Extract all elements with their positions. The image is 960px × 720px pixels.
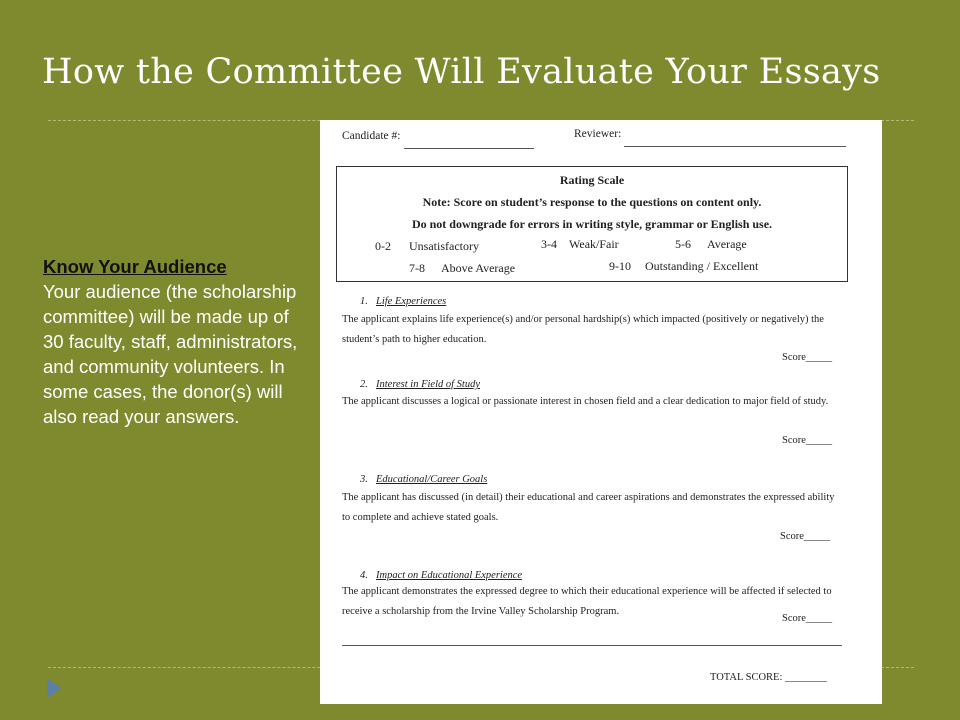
audience-heading: Know Your Audience bbox=[43, 256, 227, 277]
question-text: The applicant demonstrates the expressed degree to which their educational experience will be affected if selected to receive a scholarship from the Irvine Valley Scholarship Program. bbox=[342, 586, 832, 617]
rating-level-range: 7-8 bbox=[409, 261, 425, 275]
rating-level-label: Outstanding / Excellent bbox=[645, 259, 759, 273]
question-title: Life Experiences bbox=[376, 296, 447, 307]
score-blank: Score_____ bbox=[782, 613, 833, 624]
form-separator-line bbox=[342, 645, 842, 646]
audience-body: Your audience (the scholarship committee) will be made up of 30 faculty, staff, administrators, and community volunteers. In some cases, the donor(s) will also read your answers. bbox=[43, 281, 298, 427]
rating-level-range: 9-10 bbox=[609, 259, 631, 273]
question-title: Impact on Educational Experience bbox=[376, 570, 523, 581]
rating-level-range: 0-2 bbox=[375, 239, 391, 253]
score-blank: Score_____ bbox=[782, 352, 833, 363]
reviewer-line bbox=[624, 146, 846, 147]
rating-level-label: Weak/Fair bbox=[569, 237, 619, 251]
question-text: The applicant explains life experience(s) and/or personal hardship(s) which impacted (positively or negatively) the student’s path to higher education. bbox=[342, 314, 824, 345]
candidate-label: Candidate #: bbox=[342, 130, 401, 142]
question-title: Interest in Field of Study bbox=[376, 379, 481, 390]
rating-level-range: 3-4 bbox=[541, 237, 557, 251]
rating-scale-note-1: Note: Score on student’s response to the questions on content only. bbox=[422, 195, 762, 209]
bullet-arrow-icon bbox=[47, 678, 61, 698]
rating-level-range: 5-6 bbox=[675, 237, 691, 251]
rating-scale-box bbox=[336, 166, 848, 282]
question-number: 4. bbox=[360, 570, 368, 581]
score-blank: Score_____ bbox=[782, 435, 833, 446]
question-number: 3. bbox=[360, 474, 368, 485]
rating-form-scan bbox=[320, 120, 882, 704]
rating-scale-note-2: Do not downgrade for errors in writing style, grammar or English use. bbox=[411, 217, 773, 231]
slide-title: How the Committee Will Evaluate Your Essays bbox=[42, 52, 881, 92]
audience-text-block bbox=[43, 254, 303, 429]
candidate-line bbox=[404, 148, 534, 149]
question-text: The applicant has discussed (in detail) their educational and career aspirations and demonstrates the expressed ability to complete and achieve stated goals. bbox=[342, 492, 835, 523]
question-title: Educational/Career Goals bbox=[376, 474, 488, 485]
reviewer-label: Reviewer: bbox=[574, 128, 622, 140]
rating-scale-title: Rating Scale bbox=[559, 173, 625, 187]
score-blank: Score_____ bbox=[780, 531, 831, 542]
question-text: The applicant discusses a logical or passionate interest in chosen field and a clear dedication to major field of study. bbox=[342, 396, 829, 407]
rating-level-label: Above Average bbox=[441, 261, 516, 275]
rating-level-label: Unsatisfactory bbox=[409, 239, 479, 253]
total-score-label: TOTAL SCORE: ________ bbox=[710, 672, 827, 683]
question-number: 2. bbox=[360, 379, 368, 390]
question-number: 1. bbox=[360, 296, 368, 307]
rating-level-label: Average bbox=[707, 237, 747, 251]
